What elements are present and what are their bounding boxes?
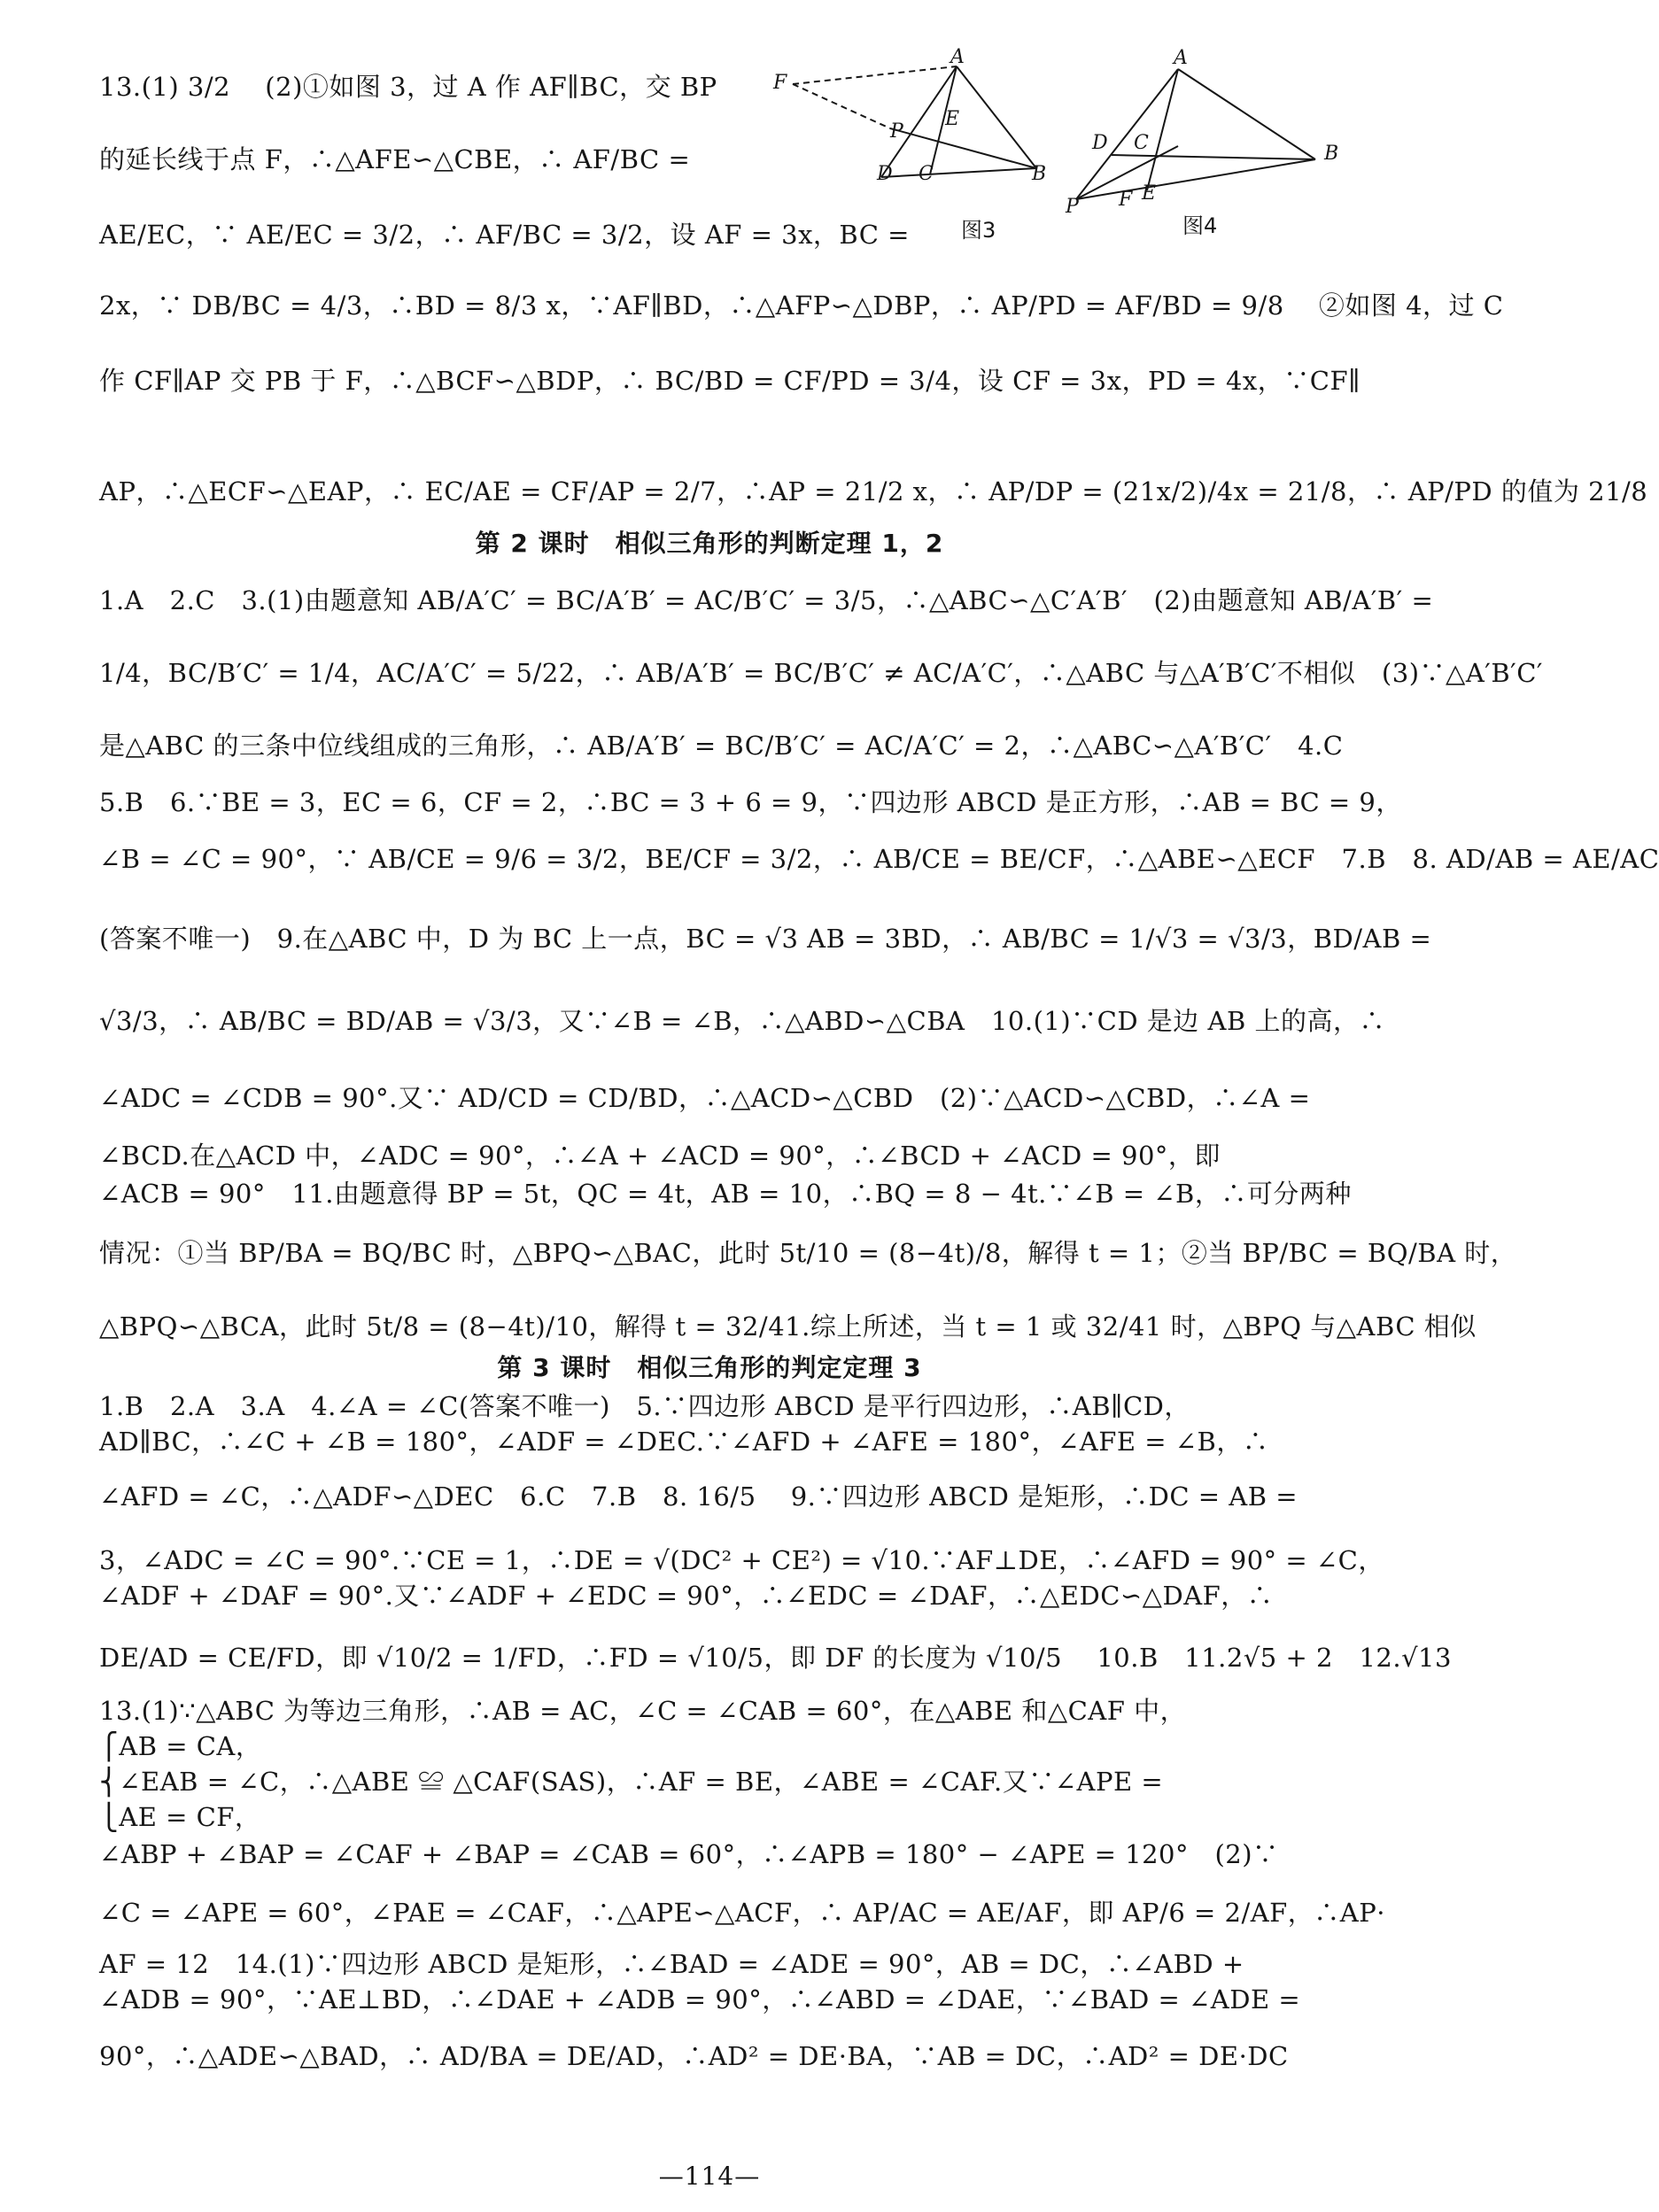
fig3-label-C: C	[919, 163, 934, 185]
text-line: √3/3，∴ AB/BC = BD/AB = √3/3，又∵∠B = ∠B，∴△ABD∽△CBA 10.(1)∵CD 是边 AB 上的高，∴	[99, 1006, 1385, 1036]
fig4-label-C: C	[1134, 132, 1149, 154]
text-line: ∠ABP + ∠BAP = ∠CAF + ∠BAP = ∠CAB = 60°，∴∠APB = 180° − ∠APE = 120° (2)∵	[99, 1839, 1279, 1869]
text-line: (答案不唯一) 9.在△ABC 中，D 为 BC 上一点，BC = √3 AB = 3BD，∴ AB/BC = 1/√3 = √3/3，BD/AB =	[99, 924, 1432, 954]
text-line: ∠ADC = ∠CDB = 90°.又∵ AD/CD = CD/BD，∴△ACD∽△CBD (2)∵△ACD∽△CBD，∴∠A =	[99, 1083, 1311, 1113]
text-line: ∠ADB = 90°，∵AE⊥BD，∴∠DAE + ∠ADB = 90°，∴∠ABD = ∠DAE，∵∠BAD = ∠ADE =	[99, 1984, 1301, 2015]
text-line: 的延长线于点 F，∴△AFE∽△CBE，∴ AF/BC =	[99, 144, 691, 174]
figure-3-caption: 图3	[961, 218, 996, 243]
fig3-label-A: A	[950, 46, 965, 68]
text-line: ∠B = ∠C = 90°，∵ AB/CE = 9/6 = 3/2，BE/CF = 3/2，∴ AB/CE = BE/CF，∴△ABE∽△ECF 7.B 8. AD/AB = AE/AC	[99, 844, 1659, 874]
text-line: ∠C = ∠APE = 60°，∠PAE = ∠CAF，∴△APE∽△ACF，∴ AP/AC = AE/AF，即 AP/6 = 2/AF，∴AP·	[99, 1898, 1385, 1928]
text-line: 1.B 2.A 3.A 4.∠A = ∠C(答案不唯一) 5.∵四边形 ABCD 是平行四边形，∴AB∥CD，	[99, 1391, 1190, 1421]
text-line: 5.B 6.∵BE = 3，EC = 6，CF = 2，∴BC = 3 + 6 = 9，∵四边形 ABCD 是正方形，∴AB = BC = 9，	[99, 787, 1402, 817]
page-number: —114—	[658, 2162, 761, 2191]
text-line: 2x，∵ DB/BC = 4/3，∴BD = 8/3 x，∵AF∥BD，∴△AFP∽△DBP，∴ AP/PD = AF/BD = 9/8 ②如图 4，过 C	[99, 290, 1504, 321]
fig3-label-F: F	[773, 72, 787, 94]
text-line: ∠ADF + ∠DAF = 90°.又∵∠ADF + ∠EDC = 90°，∴∠EDC = ∠DAF，∴△EDC∽△DAF，∴	[99, 1581, 1274, 1611]
text-line: 是△ABC 的三条中位线组成的三角形，∴ AB/A′B′ = BC/B′C′ = AC/A′C′ = 2，∴△ABC∽△A′B′C′ 4.C	[99, 731, 1344, 761]
fig4-label-B: B	[1324, 143, 1339, 165]
fig4-label-E: E	[1142, 182, 1157, 205]
fig3-label-D: D	[877, 163, 893, 185]
figure-4	[1058, 44, 1351, 238]
fig3-label-E: E	[945, 108, 960, 130]
text-line: ∠BCD.在△ACD 中，∠ADC = 90°，∴∠A + ∠ACD = 90°，∴∠BCD + ∠ACD = 90°，即	[99, 1141, 1221, 1171]
text-line: ∠AFD = ∠C，∴△ADF∽△DEC 6.C 7.B 8. 16/5 9.∵四边形 ABCD 是矩形，∴DC = AB =	[99, 1481, 1299, 1512]
section-heading-lesson-3: 第 3 课时 相似三角形的判定定理 3	[497, 1353, 922, 1382]
text-line: 作 CF∥AP 交 PB 于 F，∴△BCF∽△BDP，∴ BC/BD = CF/PD = 3/4，设 CF = 3x，PD = 4x，∵CF∥	[99, 366, 1361, 396]
fig4-label-D: D	[1092, 132, 1108, 154]
text-line: ⎩AE = CF，	[99, 1802, 261, 1832]
figure-4-caption: 图4	[1182, 213, 1218, 238]
text-line: ∠ACB = 90° 11.由题意得 BP = 5t，QC = 4t，AB = 10，∴BQ = 8 − 4t.∵∠B = ∠B，∴可分两种	[99, 1179, 1352, 1209]
section-heading-lesson-2: 第 2 课时 相似三角形的判断定理 1，2	[475, 529, 944, 558]
text-line: AF = 12 14.(1)∵四边形 ABCD 是矩形，∴∠BAD = ∠ADE = 90°，AB = DC，∴∠ABD +	[99, 1949, 1244, 1979]
figure-4-diagram	[1058, 44, 1351, 235]
text-line: 1.A 2.C 3.(1)由题意知 AB/A′C′ = BC/A′B′ = AC/B′C′ = 3/5，∴△ABC∽△C′A′B′ (2)由题意知 AB/A′B′ =	[99, 585, 1434, 615]
text-line: 情况：①当 BP/BA = BQ/BC 时，△BPQ∽△BAC，此时 5t/10 = (8−4t)/8，解得 t = 1；②当 BP/BC = BQ/BA 时，	[99, 1238, 1517, 1268]
text-line: AE/EC，∵ AE/EC = 3/2，∴ AF/BC = 3/2，设 AF = 3x，BC =	[99, 220, 910, 250]
text-line: ⎨∠EAB = ∠C，∴△ABE ≌ △CAF(SAS)，∴AF = BE，∠ABE = ∠CAF.又∵∠APE =	[99, 1767, 1164, 1797]
fig4-label-P: P	[1066, 196, 1079, 218]
text-line: AP，∴△ECF∽△EAP，∴ EC/AE = CF/AP = 2/7，∴AP = 21/2 x，∴ AP/DP = (21x/2)/4x = 21/8，∴ AP/PD 的值为 21/8	[99, 476, 1648, 507]
text-line: 13.(1) 3/2 (2)①如图 3，过 A 作 AF∥BC，交 BP	[99, 72, 717, 102]
text-line: 13.(1)∵△ABC 为等边三角形，∴AB = AC，∠C = ∠CAB = 60°，在△ABE 和△CAF 中，	[99, 1696, 1187, 1726]
text-line: 1/4，BC/B′C′ = 1/4，AC/A′C′ = 5/22，∴ AB/A′B′ = BC/B′C′ ≠ AC/A′C′，∴△ABC 与△A′B′C′不相似 (3)∵△A′B′C′	[99, 658, 1544, 688]
text-line: AD∥BC，∴∠C + ∠B = 180°，∠ADF = ∠DEC.∵∠AFD + ∠AFE = 180°，∠AFE = ∠B，∴	[99, 1427, 1269, 1457]
text-line: 90°，∴△ADE∽△BAD，∴ AD/BA = DE/AD，∴AD² = DE·BA，∵AB = DC，∴AD² = DE·DC	[99, 2041, 1289, 2071]
figure-3-diagram	[766, 46, 1058, 235]
text-line: DE/AD = CE/FD，即 √10/2 = 1/FD，∴FD = √10/5，即 DF 的长度为 √10/5 10.B 11.2√5 + 2 12.√13	[99, 1643, 1452, 1673]
fig3-label-P: P	[890, 120, 903, 143]
fig4-label-A: A	[1174, 47, 1188, 69]
fig3-label-B: B	[1032, 163, 1047, 185]
figure-3	[766, 46, 1058, 243]
fig4-label-F: F	[1119, 189, 1133, 211]
text-line: △BPQ∽△BCA，此时 5t/8 = (8−4t)/10，解得 t = 32/41.综上所述，当 t = 1 或 32/41 时，△BPQ 与△ABC 相似	[99, 1311, 1477, 1342]
text-line: ⎧AB = CA，	[99, 1731, 262, 1761]
text-line: 3，∠ADC = ∠C = 90°.∵CE = 1，∴DE = √(DC² + CE²) = √10.∵AF⊥DE，∴∠AFD = 90° = ∠C，	[99, 1545, 1384, 1575]
